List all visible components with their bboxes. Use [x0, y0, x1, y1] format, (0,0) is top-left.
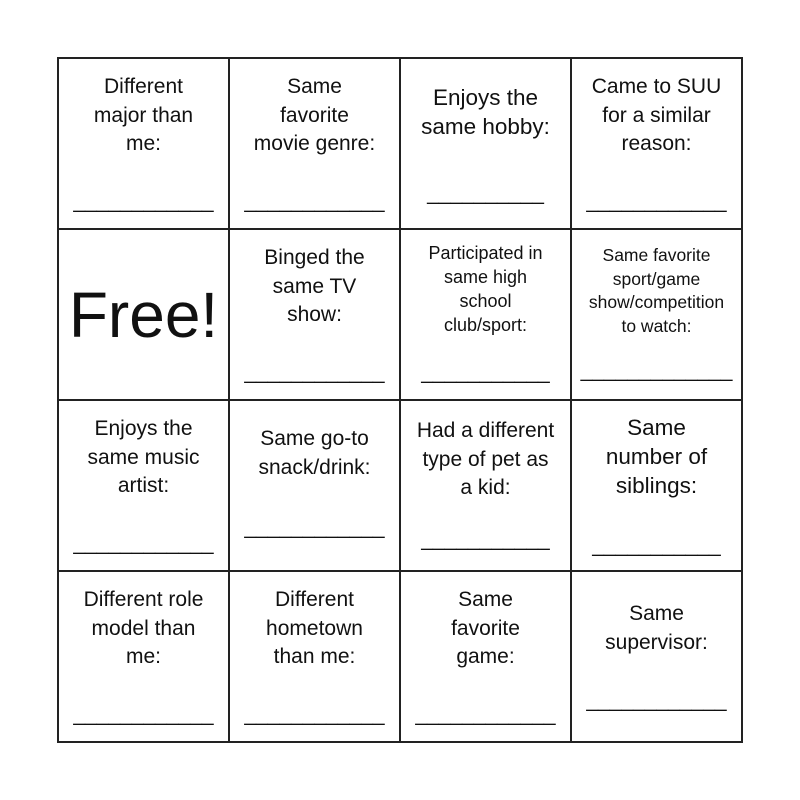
bingo-cell-pet[interactable]	[401, 401, 572, 572]
signature-blank: ____________	[73, 190, 214, 213]
cell-prompt: Different role model than me:	[83, 588, 204, 668]
signature-blank: ____________	[244, 703, 385, 726]
cell-prompt: Same go-to snack/drink:	[258, 427, 371, 479]
bingo-cell-role-model[interactable]	[59, 572, 230, 743]
signature-blank: ____________	[73, 703, 214, 726]
signature-blank: __________	[427, 182, 544, 205]
bingo-cell-different-major[interactable]	[59, 59, 230, 230]
signature-blank: ____________	[73, 532, 214, 555]
bingo-cell-favorite-sport[interactable]	[572, 230, 743, 401]
signature-blank: ____________	[244, 516, 385, 539]
bingo-cell-siblings[interactable]	[572, 401, 743, 572]
cell-prompt: Same favorite sport/game show/competition to watch:	[588, 245, 725, 336]
signature-blank: ____________	[586, 190, 727, 213]
signature-blank: ___________	[421, 528, 550, 551]
signature-blank: ____________	[244, 361, 385, 384]
bingo-cell-favorite-game[interactable]	[401, 572, 572, 743]
cell-prompt: Had a different type of pet as a kid:	[416, 419, 555, 499]
bingo-card	[57, 57, 743, 743]
signature-blank: ____________	[415, 703, 556, 726]
bingo-cell-movie-genre[interactable]	[230, 59, 401, 230]
bingo-cell-free[interactable]	[59, 230, 230, 401]
cell-prompt: Enjoys the same hobby:	[421, 85, 550, 139]
signature-blank: _____________	[580, 359, 733, 382]
bingo-cell-hometown[interactable]	[230, 572, 401, 743]
signature-blank: ___________	[421, 361, 550, 384]
signature-blank: ____________	[586, 689, 727, 712]
bingo-cell-same-hobby[interactable]	[401, 59, 572, 230]
cell-prompt: Same supervisor:	[605, 602, 708, 654]
bingo-cell-tv-show[interactable]	[230, 230, 401, 401]
bingo-cell-music-artist[interactable]	[59, 401, 230, 572]
cell-prompt: Binged the same TV show:	[264, 246, 365, 326]
cell-prompt: Same favorite movie genre:	[253, 75, 376, 155]
signature-blank: ____________	[244, 190, 385, 213]
cell-prompt: Same favorite game:	[451, 588, 520, 668]
free-space-label: Free!	[68, 278, 219, 351]
bingo-cell-high-school-club[interactable]	[401, 230, 572, 401]
cell-prompt: Participated in same high school club/sport:	[428, 243, 543, 335]
cell-prompt: Same number of siblings:	[605, 415, 708, 498]
signature-blank: ___________	[592, 534, 721, 557]
bingo-cell-supervisor[interactable]	[572, 572, 743, 743]
bingo-cell-snack-drink[interactable]	[230, 401, 401, 572]
cell-prompt: Came to SUU for a similar reason:	[591, 75, 722, 155]
cell-prompt: Different major than me:	[93, 75, 194, 155]
bingo-cell-suu-reason[interactable]	[572, 59, 743, 230]
cell-prompt: Different hometown than me:	[266, 588, 363, 668]
cell-prompt: Enjoys the same music artist:	[87, 417, 200, 497]
